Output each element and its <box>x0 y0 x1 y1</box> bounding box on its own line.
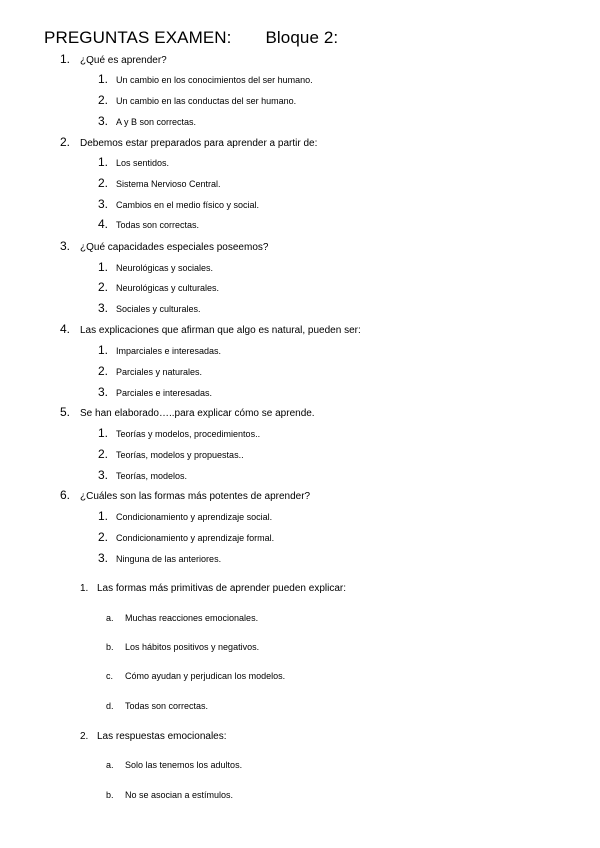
answer-text: No se asocian a estímulos. <box>125 790 234 800</box>
answer-text: Teorías, modelos y propuestas.. <box>116 450 244 460</box>
title-main: PREGUNTAS EXAMEN: <box>44 28 232 47</box>
answer-letter: b. <box>106 642 114 652</box>
question-b-2 <box>80 731 227 742</box>
answer-item <box>106 613 258 623</box>
answer-text: Solo las tenemos los adultos. <box>125 760 243 770</box>
answer-number: 3. <box>98 551 109 565</box>
answer-number: 2. <box>98 530 109 544</box>
title-block: Bloque 2: <box>265 28 339 47</box>
answer-number: 2. <box>98 93 109 107</box>
answer-item <box>98 364 202 378</box>
page-title <box>44 28 338 48</box>
answer-item <box>106 671 285 681</box>
question-6 <box>60 488 310 502</box>
question-5 <box>60 405 315 419</box>
answer-text: Neurológicas y sociales. <box>116 263 214 273</box>
answer-text: Sistema Nervioso Central. <box>116 179 221 189</box>
question-number: 1. <box>80 583 89 594</box>
question-number: 6. <box>60 488 71 502</box>
answer-number: 3. <box>98 114 109 128</box>
answer-text: Teorías, modelos. <box>116 471 188 481</box>
question-text: Se han elaborado…..para explicar cómo se aprende. <box>80 408 315 419</box>
answer-item <box>98 301 201 315</box>
answer-item <box>106 701 208 711</box>
answer-item <box>106 642 259 652</box>
answer-item <box>98 93 296 107</box>
answer-text: Sociales y culturales. <box>116 304 201 314</box>
question-number: 3. <box>60 239 71 253</box>
answer-text: Parciales e interesadas. <box>116 388 213 398</box>
question-number: 2. <box>80 731 89 742</box>
answer-item <box>98 343 221 357</box>
answer-letter: c. <box>106 671 114 681</box>
question-4 <box>60 322 361 336</box>
answer-item <box>98 468 187 482</box>
answer-text: Un cambio en las conductas del ser humano. <box>116 96 297 106</box>
answer-letter: a. <box>106 613 114 623</box>
answer-text: Cambios en el medio físico y social. <box>116 200 260 210</box>
question-text: Las formas más primitivas de aprender pueden explicar: <box>97 583 347 594</box>
answer-number: 1. <box>98 343 109 357</box>
answer-number: 1. <box>98 155 109 169</box>
question-text: Las explicaciones que afirman que algo es natural, pueden ser: <box>80 325 361 336</box>
answer-item <box>98 72 313 86</box>
answer-text: Un cambio en los conocimientos del ser humano. <box>116 75 313 85</box>
question-text: ¿Qué capacidades especiales poseemos? <box>80 242 269 253</box>
answer-item <box>98 280 219 294</box>
answer-number: 2. <box>98 280 109 294</box>
answer-text: Cómo ayudan y perjudican los modelos. <box>125 671 286 681</box>
answer-number: 2. <box>98 176 109 190</box>
answer-number: 2. <box>98 364 109 378</box>
answer-number: 4. <box>98 217 109 231</box>
answer-item <box>98 426 260 440</box>
answer-text: A y B son correctas. <box>116 117 197 127</box>
answer-item <box>106 760 242 770</box>
question-1 <box>60 52 167 66</box>
answer-item <box>98 260 213 274</box>
question-text: ¿Cuáles son las formas más potentes de aprender? <box>80 491 311 502</box>
answer-text: Condicionamiento y aprendizaje social. <box>116 512 273 522</box>
answer-text: Imparciales e interesadas. <box>116 346 222 356</box>
answer-number: 1. <box>98 509 109 523</box>
answer-item <box>98 217 199 231</box>
answer-text: Teorías y modelos, procedimientos.. <box>116 429 261 439</box>
question-number: 2. <box>60 135 71 149</box>
answer-item <box>106 790 233 800</box>
question-3 <box>60 239 268 253</box>
answer-item <box>98 197 259 211</box>
answer-text: Ninguna de las anteriores. <box>116 554 222 564</box>
question-text: Debemos estar preparados para aprender a partir de: <box>80 138 318 149</box>
answer-item <box>98 509 272 523</box>
answer-number: 3. <box>98 197 109 211</box>
answer-number: 1. <box>98 72 109 86</box>
answer-number: 2. <box>98 447 109 461</box>
answer-number: 3. <box>98 468 109 482</box>
answer-number: 1. <box>98 260 109 274</box>
answer-item <box>98 551 221 565</box>
answer-item <box>98 530 274 544</box>
question-number: 1. <box>60 52 71 66</box>
answer-text: Muchas reacciones emocionales. <box>125 613 259 623</box>
answer-letter: d. <box>106 701 114 711</box>
answer-item <box>98 447 244 461</box>
question-number: 4. <box>60 322 71 336</box>
answer-number: 3. <box>98 301 109 315</box>
answer-text: Neurológicas y culturales. <box>116 283 220 293</box>
question-2 <box>60 135 317 149</box>
question-text: ¿Qué es aprender? <box>80 55 167 66</box>
answer-text: Parciales y naturales. <box>116 367 203 377</box>
answer-item <box>98 176 221 190</box>
question-b-1 <box>80 583 346 594</box>
answer-text: Todas son correctas. <box>125 701 209 711</box>
answer-text: Los hábitos positivos y negativos. <box>125 642 260 652</box>
answer-number: 1. <box>98 426 109 440</box>
question-text: Las respuestas emocionales: <box>97 731 227 742</box>
answer-letter: a. <box>106 760 114 770</box>
answer-letter: b. <box>106 790 114 800</box>
answer-text: Todas son correctas. <box>116 220 200 230</box>
answer-item <box>98 385 212 399</box>
answer-item <box>98 155 169 169</box>
answer-text: Los sentidos. <box>116 158 170 168</box>
answer-number: 3. <box>98 385 109 399</box>
answer-item <box>98 114 196 128</box>
answer-text: Condicionamiento y aprendizaje formal. <box>116 533 275 543</box>
question-number: 5. <box>60 405 71 419</box>
